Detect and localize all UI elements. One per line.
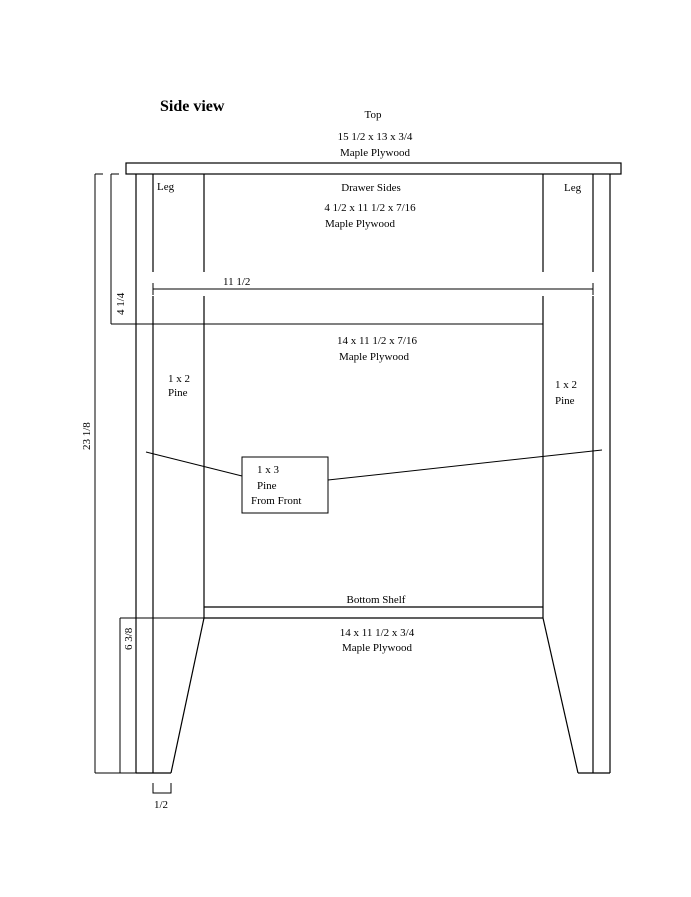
rail-callout [146,450,602,513]
left-support-size: 1 x 2 [168,373,190,385]
callout-material: Pine [257,480,277,492]
top-material: Maple Plywood [340,147,410,159]
leg-offset-label: 1/2 [154,799,169,811]
bottom-shelf [204,607,543,618]
left-support-material: Pine [168,387,188,399]
drawing-title: Side view [160,98,225,115]
bottom-shelf-dims: 14 x 11 1/2 x 3/4 [339,627,415,639]
bottom-shelf-material: Maple Plywood [342,642,412,654]
apron-height-label: 4 1/4 [115,292,127,315]
overall-height-dimension [95,174,136,773]
right-leg-label: Leg [564,182,582,194]
top-label: Top [364,109,382,121]
drawer-opening [150,272,597,296]
callout-leader-right [328,450,602,480]
leg-offset-bracket [153,783,171,793]
drawer-sides-material: Maple Plywood [325,218,395,230]
shelf-height-label: 6 3/8 [123,627,135,650]
callout-size: 1 x 3 [257,464,279,476]
drawer-sides-label: Drawer Sides [341,182,401,194]
drawer-bottom-dims: 14 x 11 1/2 x 7/16 [337,335,417,347]
inner-width-label: 11 1/2 [223,276,251,288]
top-board [126,163,621,174]
callout-note: From Front [251,495,302,507]
right-support-material: Pine [555,395,575,407]
bottom-shelf-label: Bottom Shelf [346,594,406,606]
left-leg-label: Leg [157,181,175,193]
overall-height-label: 23 1/8 [81,422,93,450]
drawer-sides-dims: 4 1/2 x 11 1/2 x 7/16 [324,202,416,214]
left-leg [136,174,204,773]
top-dims: 15 1/2 x 13 x 3/4 [337,131,413,143]
callout-leader-left [146,452,242,476]
drawer-bottom-material: Maple Plywood [339,351,409,363]
right-leg [543,174,610,773]
right-support-size: 1 x 2 [555,379,577,391]
apron-height-dimension [111,174,543,324]
